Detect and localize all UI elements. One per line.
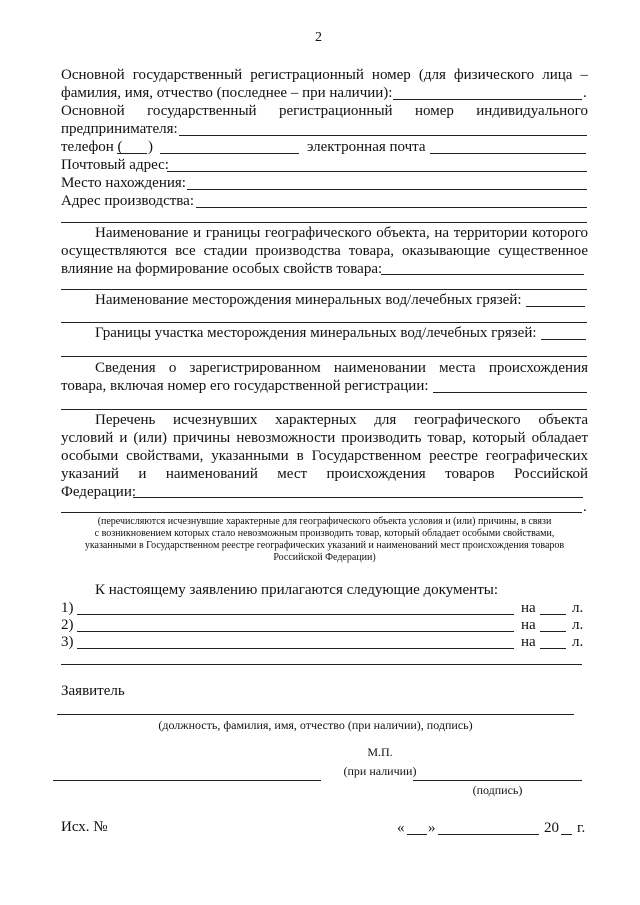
- attachment-pages-field[interactable]: [540, 648, 566, 649]
- attachment-name-field[interactable]: [77, 614, 514, 615]
- phone-code-field[interactable]: [117, 153, 147, 154]
- deposit-name-field[interactable]: [526, 306, 585, 307]
- date-close-quote: »: [428, 820, 436, 836]
- attachment-number: 2): [61, 617, 74, 633]
- ogrn-fl-text-line1: Основной государственный регистрационный номер (для физического лица –: [61, 67, 588, 83]
- production-address-label: Адрес производства:: [61, 193, 194, 209]
- attachment-na: на: [521, 617, 536, 633]
- deposit-bounds-field[interactable]: [541, 339, 586, 340]
- attachment-number: 1): [61, 600, 74, 616]
- attachments-intro: К настоящему заявлению прилагаются следующие документы:: [95, 582, 499, 598]
- conditions-text-line3: особыми свойствами, указанными в Государственном реестре географических: [61, 448, 588, 464]
- location-label: Место нахождения:: [61, 175, 186, 191]
- attachment-na: на: [521, 600, 536, 616]
- geo-field-extra[interactable]: [61, 289, 587, 290]
- conditions-note-line: (перечисляются исчезнувшие характерные для географического объекта условия и (или) причины, в связи: [97, 516, 552, 527]
- phone-close: ): [148, 139, 153, 155]
- ogrnip-word: Основной: [61, 103, 125, 119]
- stamp-label: М.П.: [367, 745, 393, 759]
- ogrnip-text-line1: [61, 103, 588, 120]
- production-address-field-extra[interactable]: [61, 222, 587, 223]
- registration-field-extra[interactable]: [61, 409, 587, 410]
- attachment-name-field[interactable]: [77, 631, 514, 632]
- attachment-name-field[interactable]: [77, 648, 514, 649]
- email-label: электронная почта: [307, 139, 426, 155]
- ogrn-fl-text-line2: фамилия, имя, отчество (последнее – при наличии):: [61, 85, 393, 101]
- conditions-note: [61, 516, 588, 564]
- production-address-field[interactable]: [196, 207, 587, 208]
- geo-text-line1: Наименование и границы географического объекта, на территории которого: [95, 225, 588, 241]
- applicant-label: Заявитель: [61, 683, 125, 699]
- geo-text-line3: влияние на формирование особых свойств товара:: [61, 261, 383, 277]
- attachment-l: л.: [572, 617, 584, 633]
- date-year-field[interactable]: [561, 834, 572, 835]
- applicant-field[interactable]: [57, 714, 574, 715]
- ogrnip-word: государственный: [147, 103, 257, 119]
- registration-field[interactable]: [433, 392, 587, 393]
- conditions-text-line2: условий и (или) причины невозможности производить товар, который обладает: [61, 430, 588, 446]
- stamp-left-field[interactable]: [53, 780, 321, 781]
- ogrn-fl-end: .: [583, 85, 587, 101]
- ogrnip-word: индивидуального: [476, 103, 588, 119]
- deposit-bounds-field-extra[interactable]: [61, 356, 587, 357]
- deposit-bounds-label: Границы участка месторождения минеральных вод/лечебных грязей:: [95, 325, 537, 341]
- conditions-text-line5: Федерации:: [61, 484, 137, 500]
- stamp-note: (при наличии): [343, 764, 417, 778]
- registration-text-line1: Сведения о зарегистрированном наименовании места происхождения: [95, 360, 588, 376]
- postal-address-field[interactable]: [167, 171, 587, 172]
- date-open-quote: «: [397, 820, 405, 836]
- conditions-text-line1: Перечень исчезнувших характерных для географического объекта: [95, 412, 588, 428]
- attachment-l: л.: [572, 600, 584, 616]
- signature-caption: (подпись): [472, 783, 523, 797]
- ogrn-fl-field[interactable]: [393, 99, 582, 100]
- outgoing-number-label: Исх. №: [61, 819, 108, 835]
- date-day-field[interactable]: [407, 834, 427, 835]
- ogrnip-word: номер: [414, 103, 454, 119]
- attachment-number: 3): [61, 634, 74, 650]
- phone-label: телефон (: [61, 139, 123, 155]
- attachment-na: на: [521, 634, 536, 650]
- attachment-l: л.: [572, 634, 584, 650]
- ogrnip-field[interactable]: [179, 135, 587, 136]
- applicant-caption: (должность, фамилия, имя, отчество (при наличии), подпись): [158, 718, 473, 732]
- deposit-name-label: Наименование месторождения минеральных вод/лечебных грязей:: [95, 292, 522, 308]
- attachment-extra-field[interactable]: [61, 664, 582, 665]
- conditions-end: .: [583, 499, 587, 515]
- ogrnip-text-line2: предпринимателя:: [61, 121, 178, 137]
- date-year-prefix: 20: [544, 820, 559, 836]
- ogrnip-word: регистрационный: [278, 103, 393, 119]
- postal-address-label: Почтовый адрес:: [61, 157, 169, 173]
- signature-field[interactable]: [413, 780, 582, 781]
- registration-text-line2: товара, включая номер его государственной регистрации:: [61, 378, 429, 394]
- conditions-note-line: Российской Федерации): [273, 552, 376, 563]
- conditions-note-line: указанными в Государственном реестре географических указаний и наименований мест происхождения товаров: [84, 540, 565, 551]
- page-number: 2: [315, 30, 322, 45]
- date-year-suffix: г.: [577, 820, 586, 836]
- geo-field[interactable]: [381, 274, 584, 275]
- attachment-pages-field[interactable]: [540, 631, 566, 632]
- geo-text-line2: осуществляются все стадии производства товара, оказывающие существенное: [61, 243, 588, 259]
- phone-number-field[interactable]: [160, 153, 299, 154]
- conditions-field-extra[interactable]: [61, 512, 582, 513]
- email-field[interactable]: [430, 153, 586, 154]
- deposit-name-field-extra[interactable]: [61, 322, 587, 323]
- date-month-field[interactable]: [438, 834, 539, 835]
- conditions-note-line: с возникновением которых стало невозможным производить товар, который обладает особыми свойствами,: [94, 528, 555, 539]
- conditions-text-line4: указаний и наименований мест происхождения товаров Российской: [61, 466, 588, 482]
- location-field[interactable]: [187, 189, 587, 190]
- conditions-field[interactable]: [133, 497, 583, 498]
- attachment-pages-field[interactable]: [540, 614, 566, 615]
